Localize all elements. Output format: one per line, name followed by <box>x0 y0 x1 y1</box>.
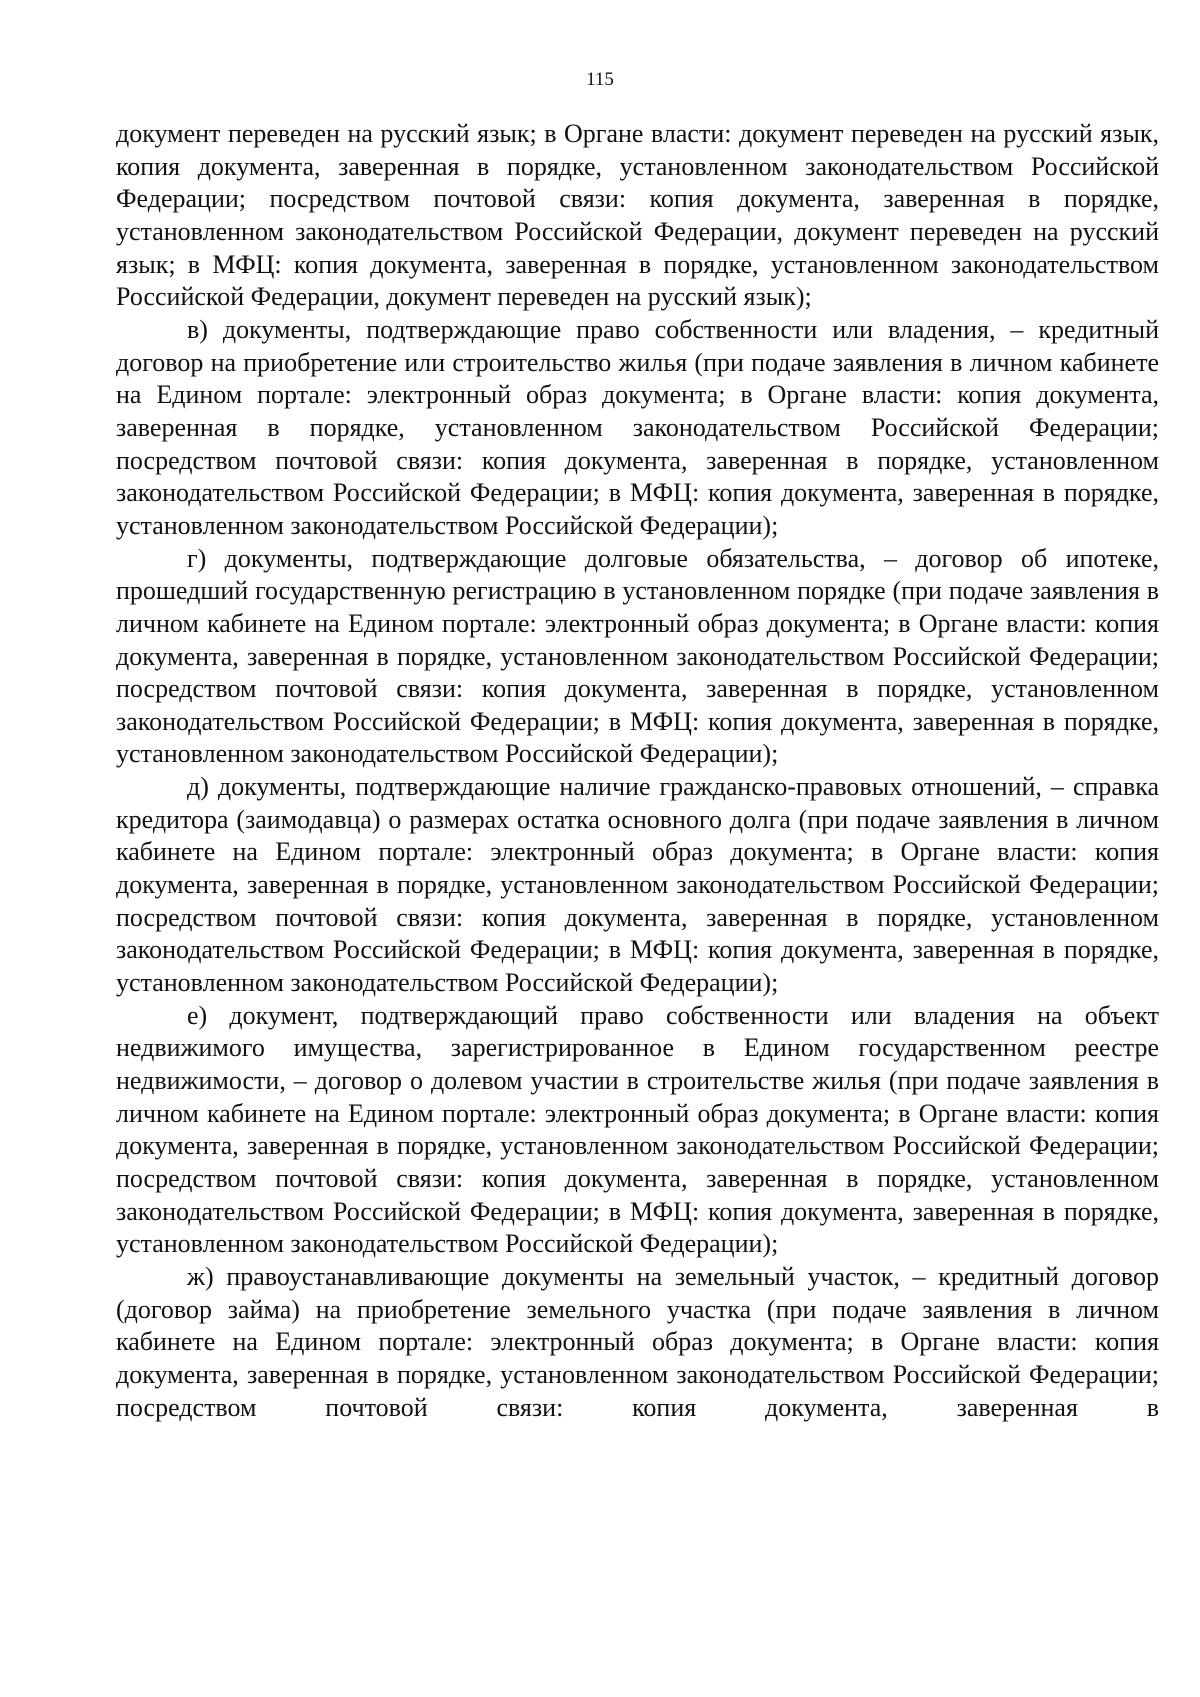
paragraph-continuation: документ переведен на русский язык; в Органе власти: документ переведен на русский язык, копия документа, заверенная в порядке, установленном законодательством Российской Федерации; посредством почтовой связи: копия документа, заверенная в порядке, установленном законодательством Российской Федерации, документ переведен на русский язык; в МФЦ: копия документа, заверенная в порядке, установленном законодательством Российской Федерации, документ переведен на русский язык); <box>116 119 1159 312</box>
paragraph-item-e: е) документ, подтверждающий право собственности или владения на объект недвижимого имущества, зарегистрированное в Едином государственном реестре недвижимости, – договор о долевом участии в строительстве жилья (при подаче заявления в личном кабинете на Едином портале: электронный образ документа; в Органе власти: копия документа, заверенная в порядке, установленном законодательством Российской Федерации; посредством почтовой связи: копия документа, заверенная в порядке, установленном законодательством Российской Федерации; в МФЦ: копия документа, заверенная в порядке, установленном законодательством Российской Федерации); <box>116 1000 1159 1259</box>
document-body <box>116 118 1159 1424</box>
paragraph-item-g: г) документы, подтверждающие долговые обязательства, – договор об ипотеке, прошедший государственную регистрацию в установленном порядке (при подаче заявления в личном кабинете на Едином портале: электронный образ документа; в Органе власти: копия документа, заверенная в порядке, установленном законодательством Российской Федерации; посредством почтовой связи: копия документа, заверенная в порядке, установленном законодательством Российской Федерации; в МФЦ: копия документа, заверенная в порядке, установленном законодательством Российской Федерации); <box>116 543 1159 769</box>
page-number: 115 <box>586 69 614 90</box>
paragraph-item-d: д) документы, подтверждающие наличие гражданско-правовых отношений, – справка кредитора (заимодавца) о размерах остатка основного долга (при подаче заявления в личном кабинете на Едином портале: электронный образ документа; в Органе власти: копия документа, заверенная в порядке, установленном законодательством Российской Федерации; посредством почтовой связи: копия документа, заверенная в порядке, установленном законодательством Российской Федерации; в МФЦ: копия документа, заверенная в порядке, установленном законодательством Российской Федерации); <box>116 772 1159 998</box>
paragraph-item-zh: ж) правоустанавливающие документы на земельный участок, – кредитный договор (договор займа) на приобретение земельного участка (при подаче заявления в личном кабинете на Едином портале: электронный образ документа; в Органе власти: копия документа, заверенная в порядке, установленном законодательством Российской Федерации; посредством почтовой связи: копия документа, заверенная в <box>116 1261 1159 1422</box>
paragraph-item-v: в) документы, подтверждающие право собственности или владения, – кредитный договор на приобретение или строительство жилья (при подаче заявления в личном кабинете на Едином портале: электронный образ документа; в Органе власти: копия документа, заверенная в порядке, установленном законодательством Российской Федерации; посредством почтовой связи: копия документа, заверенная в порядке, установленном законодательством Российской Федерации; в МФЦ: копия документа, заверенная в порядке, установленном законодательством Российской Федерации); <box>116 314 1159 540</box>
